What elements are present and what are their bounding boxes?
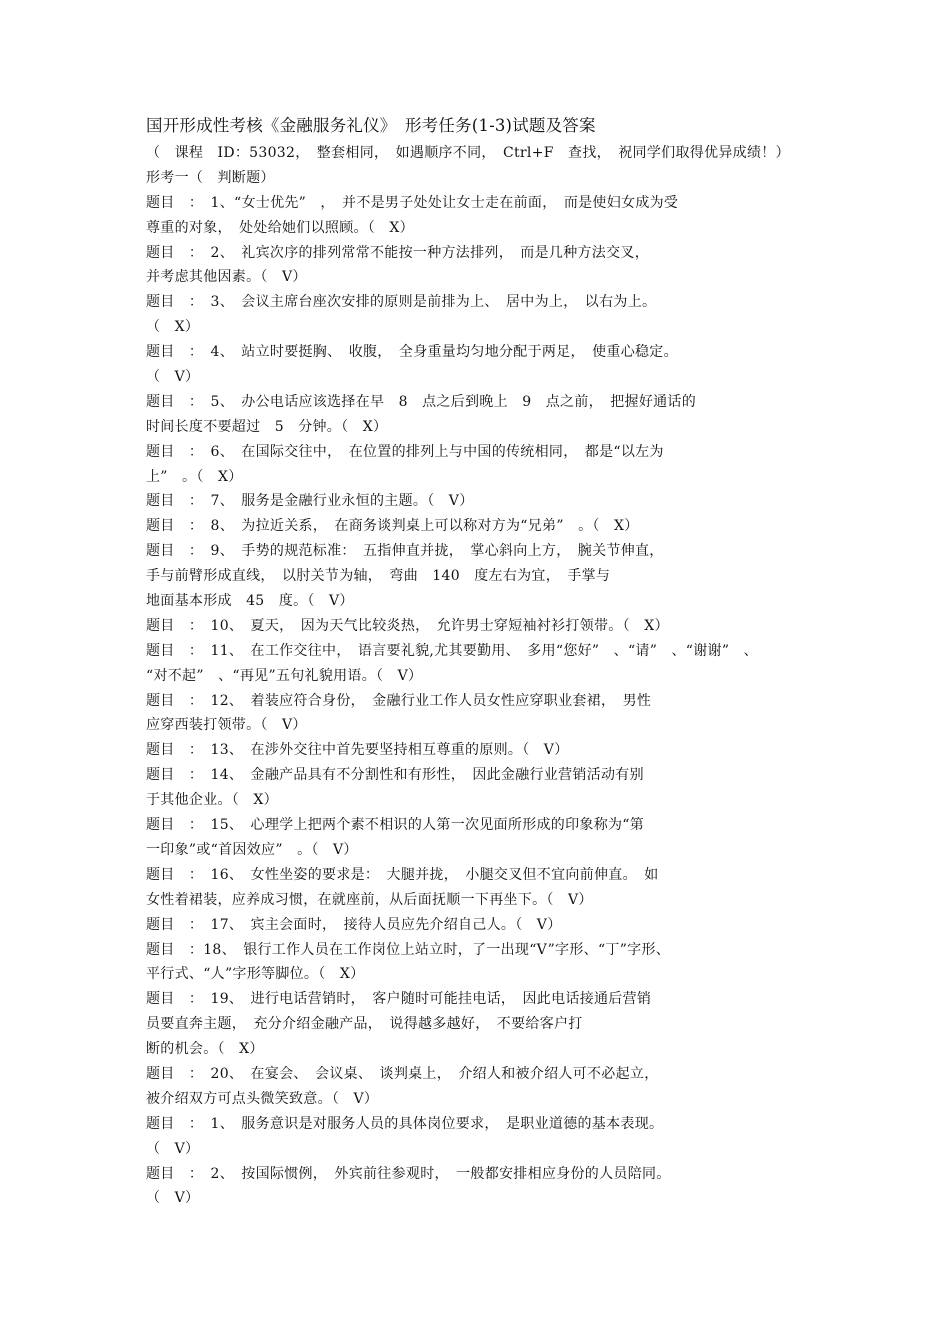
text-line: （ V） [146,369,200,386]
text-line: 题目 ： 16、 女性坐姿的要求是： 大腿并拢， 小腿交叉但不宜向前伸直。 如 [146,866,659,883]
text-line: 题目 ： 1、“女士优先” ， 并不是男子处处让女士走在前面， 而是使妇女成为受 [146,194,679,211]
text-line: 题目 ： 3、 会议主席台座次安排的原则是前排为上、 居中为上， 以右为上。 [146,294,657,311]
question-list [146,141,836,1211]
text-line: 应穿西装打领带。（ V） [146,717,307,734]
text-line: 题目 ： 9、 手势的规范标准： 五指伸直并拢， 掌心斜向上方， 腕关节伸直， [146,543,664,560]
text-line: 题目 ： 4、 站立时要挺胸、 收腹， 全身重量均匀地分配于两足， 使重心稳定。 [146,344,678,361]
text-line: 题目 ： 12、 着装应符合身份， 金融行业工作人员女性应穿职业套裙， 男性 [146,692,652,709]
document-body [146,114,836,1211]
text-line: 题目 ： 6、 在国际交往中， 在位置的排列上与中国的传统相同， 都是“以左为 [146,443,664,460]
text-line: 地面基本形成 45 度。（ V） [146,593,354,610]
text-line: 平行式、“人”字形等脚位。（ X） [146,966,365,983]
text-line: 被介绍双方可点头微笑致意。（ V） [146,1090,379,1107]
document-title: 国开形成性考核《金融服务礼仪》 形考任务(1-3)试题及答案 [146,116,596,135]
text-line: 题目 ： 10、 夏天， 因为天气比较炎热， 允许男士穿短袖衬衫打领带。（ X） [146,617,669,634]
text-line: 题目 ： 15、 心理学上把两个素不相识的人第一次见面所形成的印象称为“第 [146,817,645,834]
text-line: 题目 ： 13、 在涉外交往中首先要坚持相互尊重的原则。（ V） [146,742,569,759]
text-line: （ V） [146,1140,200,1157]
text-line: （ 课程 ID：53032， 整套相同， 如遇顺序不同， Ctrl+F 查找， 祝同学们取得优异成绩！） [146,145,790,161]
text-line: 题目 ： 20、 在宴会、 会议桌、 谈判桌上， 介绍人和被介绍人可不必起立， [146,1065,659,1082]
text-line: 员要直奔主题， 充分介绍金融产品， 说得越多越好， 不要给客户打 [146,1016,583,1033]
text-line: 一印象”或“首因效应” 。（ V） [146,841,358,858]
text-line: 题目 ： 17、 宾主会面时， 接待人员应先介绍自己人。（ V） [146,916,562,933]
text-line: 上” 。（ X） [146,468,243,485]
text-line: 题目 ： 1、 服务意识是对服务人员的具体岗位要求， 是职业道德的基本表现。 [146,1115,664,1132]
text-line: 题目 ： 7、 服务是金融行业永恒的主题。（ V） [146,493,474,510]
text-line: （ V） [146,1190,200,1207]
text-line: 尊重的对象， 处处给她们以照顾。（ X） [146,219,414,236]
text-line: 女性着裙装，应养成习惯，在就座前，从后面抚顺一下再坐下。（ V） [146,891,593,908]
text-line: 题目 ： 11、 在工作交往中， 语言要礼貌,尤其要勤用、 多用“您好” 、“请” 、“谢谢” 、 [146,642,758,659]
text-line: 手与前臂形成直线， 以肘关节为轴， 弯曲 140 度左右为宜， 手掌与 [146,568,611,585]
text-line: “对不起” 、“再见”五句礼貌用语。（ V） [146,667,423,684]
text-line: 题目 ： 2、 礼宾次序的排列常常不能按一种方法排列， 而是几种方法交叉， [146,244,650,261]
text-line: 题目 ： 14、 金融产品具有不分割性和有形性， 因此金融行业营销活动有别 [146,767,644,784]
text-line: 并考虑其他因素。（ V） [146,269,307,286]
text-line: 形考一（ 判断题） [146,169,275,186]
text-line: 题目 ：18、 银行工作人员在工作岗位上站立时，了一出现“V”字形、“丁”字形、 [146,941,671,958]
text-line: 题目 ： 8、 为拉近关系， 在商务谈判桌上可以称对方为“兄弟” 。（ X） [146,518,639,535]
text-line: 断的机会。（ X） [146,1041,264,1058]
text-line: 时间长度不要超过 5 分钟。（ X） [146,418,388,435]
text-line: 题目 ： 19、 进行电话营销时， 客户随时可能挂电话， 因此电话接通后营销 [146,991,652,1008]
text-line: （ X） [146,319,200,336]
text-line: 题目 ： 2、 按国际惯例， 外宾前往参观时， 一般都安排相应身份的人员陪同。 [146,1165,671,1182]
text-line: 于其他企业。（ X） [146,792,278,809]
text-line: 题目 ： 5、 办公电话应该选择在早 8 点之后到晚上 9 点之前， 把握好通话的 [146,393,697,410]
